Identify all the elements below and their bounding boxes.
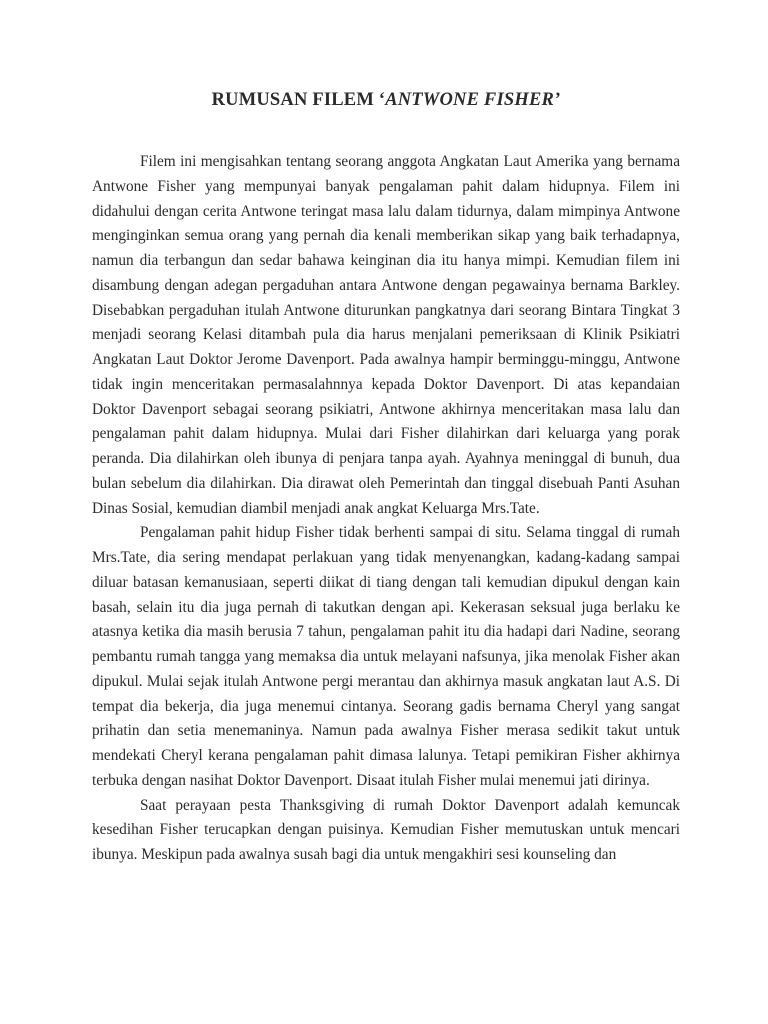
title-prefix: RUMUSAN FILEM ‘ (211, 90, 386, 110)
paragraph-2: Pengalaman pahit hidup Fisher tidak berhenti sampai di situ. Selama tinggal di rumah Mrs.Tate, dia sering mendapat perlakuan yang tidak menyenangkan, kadang-kadang sampai diluar batasan kemanusiaan, seperti diikat di tiang dengan tali kemudian dipukul dengan kain basah, selain itu dia juga pernah di takutkan dengan api. Kekerasan seksual juga berlaku ke atasnya ketika dia masih berusia 7 tahun, pengalaman pahit itu dia hadapi dari Nadine, seorang pembantu rumah tangga yang memaksa dia untuk melayani nafsunya, jika menolak Fisher akan dipukul. Mulai sejak itulah Antwone pergi merantau dan akhirnya masuk angkatan laut A.S. Di tempat dia bekerja, dia juga menemui cintanya. Seorang gadis bernama Cheryl yang sangat prihatin dan setia menemaninya. Namun pada awalnya Fisher merasa sedikit takut untuk mendekati Cheryl kerana pengalaman pahit dimasa lalunya. Tetapi pemikiran Fisher akhirnya terbuka dengan nasihat Doktor Davenport. Disaat itulah Fisher mulai menemui jati dirinya. (92, 524, 680, 789)
document-title (92, 86, 680, 114)
paragraph-3: Saat perayaan pesta Thanksgiving di rumah Doktor Davenport adalah kemuncak kesedihan Fisher terucapkan dengan puisinya. Kemudian Fisher memutuskan untuk mencari ibunya. Meskipun pada awalnya susah bagi dia untuk mengakhiri sesi kounseling dan (92, 796, 680, 863)
paragraph-1: Filem ini mengisahkan tentang seorang anggota Angkatan Laut Amerika yang bernama Antwone Fisher yang mempunyai banyak pengalaman pahit dalam hidupnya. Filem ini didahului dengan cerita Antwone teringat masa lalu dalam tidurnya, dalam mimpinya Antwone menginginkan semua orang yang pernah dia kenali memberikan sikap yang baik terhadapnya, namun dia terbangun dan sedar bahawa keinginan dia itu hanya mimpi. Kemudian filem ini disambung dengan adegan pergaduhan antara Antwone dengan pegawainya bernama Barkley. Disebabkan pergaduhan itulah Antwone diturunkan pangkatnya dari seorang Bintara Tingkat 3 menjadi seorang Kelasi ditambah pula dia harus menjalani pemeriksaan di Klinik Psikiatri Angkatan Laut Doktor Jerome Davenport. Pada awalnya hampir berminggu-minggu, Antwone tidak ingin menceritakan permasalahnnya kepada Doktor Davenport. Di atas kepandaian Doktor Davenport sebagai seorang psikiatri, Antwone akhirnya menceritakan masa lalu dan pengalaman pahit dalam hidupnya. Mulai dari Fisher dilahirkan dari keluarga yang porak peranda. Dia dilahirkan oleh ibunya di penjara tanpa ayah. Ayahnya meninggal di bunuh, dua bulan sebelum dia dilahirkan. Dia dirawat oleh Pemerintah dan tinggal disebuah Panti Asuhan Dinas Sosial, kemudian diambil menjadi anak angkat Keluarga Mrs.Tate. (92, 153, 680, 517)
title-film-name: ANTWONE FISHER’ (385, 90, 561, 110)
